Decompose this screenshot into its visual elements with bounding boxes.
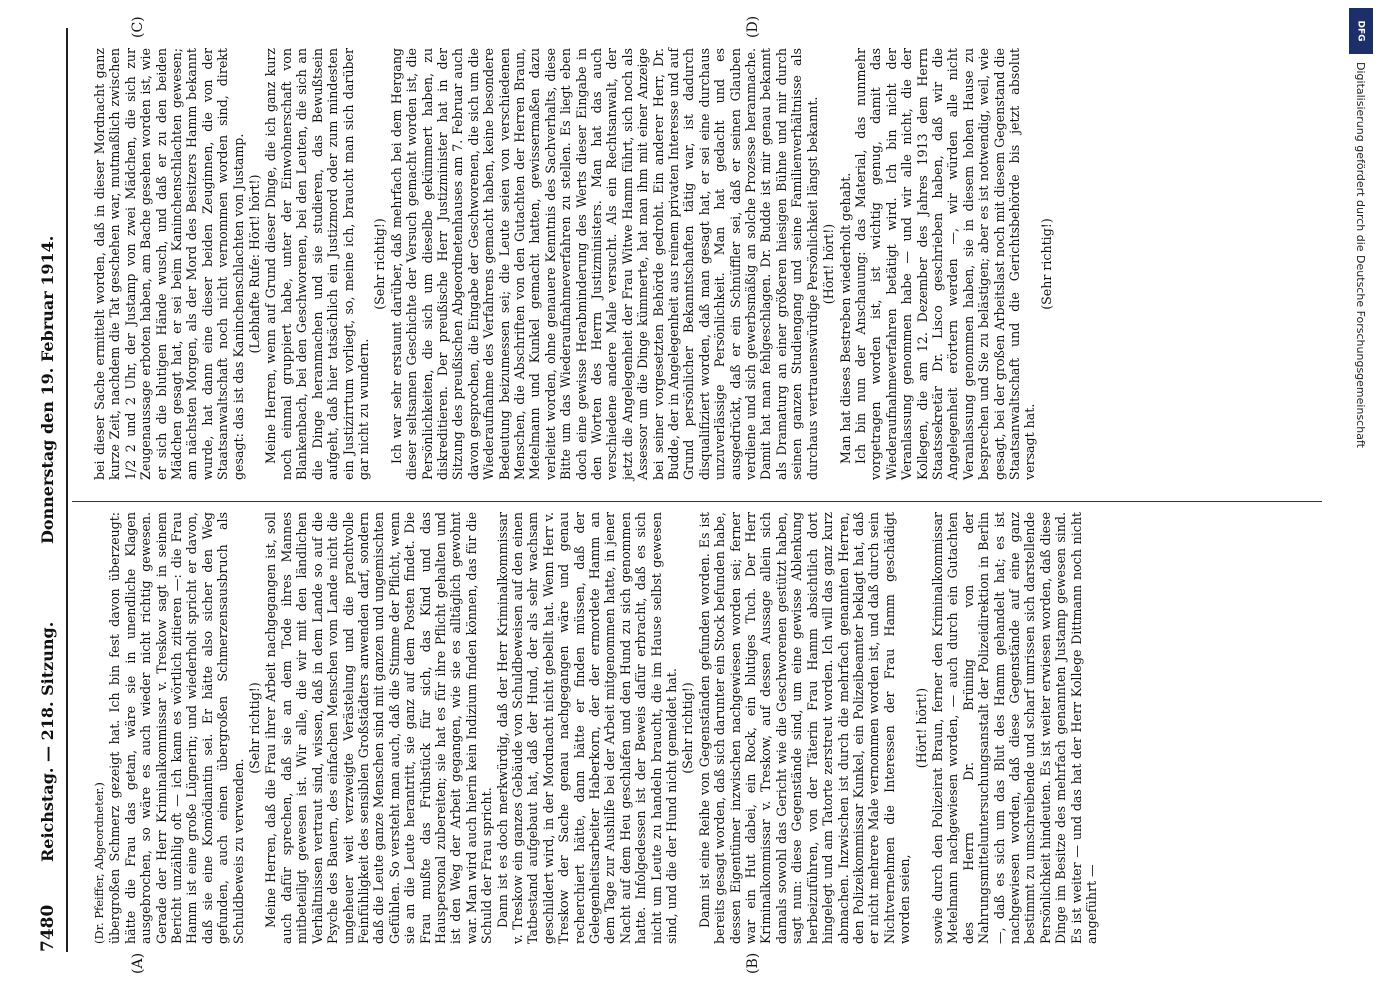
paragraph: Meine Herren, daß die Frau ihrer Arbeit nachgegangen ist, soll auch dafür sprechen, daß sie an dem Tode ihres Mannes mitbeteiligt gewesen ist. Wir alle, die wir mit den ländlichen Verhältnissen vertraut sind, wissen, daß in dem Lande so auf die Psyche des Bauern, des einfachen Menschen vom Lande nicht die ungeheuer weit verzweigte Verästelung und die prachtvolle Feinfühligkeit des sensiblen Großstädters anwenden darf, sondern daß die Leute ganze Menschen sind mit ganzen und ungemischten Gefühlen. So versteht man auch, daß die Stimme der Pflicht, wenn sie an die Leute herantritt, sie ganz auf dem Posten findet. Die Frau mußte das Frühstück für sich, das Kind und das Hauspersonal zubereiten; sie hat es für ihre Pflicht gehalten und ist den Weg der Arbeit gegangen, wie sie es alltäglich gewohnt war. Man wird auch hierin kein Indizium finden können, das für die Schuld der Frau spricht. <box>263 512 495 944</box>
margin-marker-c: (C) <box>130 16 146 38</box>
paragraph: Meine Herren, wenn auf Grund dieser Dinge, die ich ganz kurz noch einmal gruppiert habe, unter der Einwohnerschaft von Blankenbach, bei den Geschworenen, bei den Leuten, die sich an die Dinge heranmachen und sie studieren, das Bewußtsein aufgeht, daß hier tatsächlich ein Justizmord oder zum mindesten ein Justizirrtum vorliegt, so, meine ich, braucht man sich darüber gar nicht zu wundern. <box>263 48 371 480</box>
page-header <box>10 28 70 952</box>
paragraph: übergroßen Schmerz gezeigt hat. Ich bin fest davon überzeugt: hätte die Frau das getan, wäre sie in unendliche Klagen ausgebrochen, so wäre es auch wieder nicht richtig gewesen. Gerade der Herr Kriminalkommissar v. Treskow sagt in seinem Bericht unzählig oft — ich kann es wörtlich zitieren —: die Frau Hamm ist eine große Lügnerin; und wiederholt spricht er davon, daß sie eine Komödiantin sei. Er hätte also sicher den Weg gefunden, auch einen übergroßen Schmerzensausbruch als Schuldbeweis zu verwenden. <box>107 512 246 944</box>
paragraph: Ich bin nun der Anschauung: das Material, das nunmehr vorgetragen worden ist, ist wichtig genug, damit das Wiederaufnahmeverfahren betätigt wird. Ich bin nicht der Veranlassung genommen habe — und wir alle nicht, die der Kollegen, die am 12. Dezember des Jahres 1913 dem Herrn Staatssekretär Dr. Lisco geschrieben haben, daß wir die Angelegenheit erörtern werden —, wir würden alle nicht Veranlassung genommen haben, sie in diesem hohen Hause zu besprechen und Sie zu belästigen; aber es ist notwendig, weil, wie gesagt, bei der großen Arbeitslast noch mit diesem Gegenstand die Staatsanwaltschaft und die Gerichtsbehörde bis jetzt absolut versagt hat. <box>852 48 1038 480</box>
margin-marker-a: (A) <box>130 952 146 974</box>
column-divider <box>72 501 1322 502</box>
session-title: Reichstag. — 218. Sitzung. <box>38 621 57 862</box>
left-column <box>92 512 1099 944</box>
interjection: (Sehr richtig!) <box>247 682 263 774</box>
paragraph: Ich war sehr erstaunt darüber, daß mehrfach bei dem Hergang dieser seltsamen Geschichte der Versuch gemacht worden ist, die Persönlichkeiten, die sich um dieselbe gekümmert haben, zu diskreditieren. Der preußische Herr Justizminister hat in der Sitzung des preußischen Abgeordnetenhauses am 7. Februar auch davon gesprochen, die Eingabe der Geschworenen, die sich um die Wiederaufnahme des Verfahrens gemacht haben, keine besondere Bedeutung beizumessen sei; die Leute seien von verschiedenen Menschen, die Abschriften von den Gutachten der Herren Braun, Metelmann und Kunkel gemacht hatten, gewissermaßen dazu verleitet worden, ohne genauere Kenntnis des Sachverhalts, diese Bitte um das Wiederaufnahmeverfahren zu stellen. Es liegt eben doch eine gewisse Herabminderung des Werts dieser Eingabe in den Worten des Herrn Justizministers. Man hat das auch verschiedene andere Male versucht. Als ein Rechtsanwalt, der jetzt die Angelegenheit der Frau Witwe Hamm führt, sich noch als Assessor um die Dinge kümmerte, hat man ihm mit einer Anzeige bei seiner vorgesetzten Behörde gedroht. Ein anderer Herr, Dr. Budde, der in Angelegenheit aus reinem privaten Interesse und auf Grund persönlicher Bekanntschaften tätig war, ist dadurch disqualifiziert worden, daß man gesagt hat, er sei eine durchaus unzuverlässige Persönlichkeit. Man hat gedacht und es ausgedrückt, daß er ein Schnüffler sei, daß er seinen Glauben verdiene und sich gewerbsmäßig an solche Prozesse heranmache. Damit hat man fehlgeschlagen. Dr. Budde ist mir genau bekannt als Dramaturg an einer größeren hiesigen Bühne und mir durch seinen ganzen Studiengang und seine Familienverhältnisse als durchaus vertrauenswürdige Persönlichkeit längst bekannt. <box>388 48 820 480</box>
paragraph: Dann ist es doch merkwürdig, daß der Herr Kriminalkommissar v. Treskow ein ganzes Gebäude von Schuldbeweisen auf den einen Tatbestand aufgebaut hat, daß der Hund, der als sehr wachsam geschildert wird, in der Mordnacht nicht gebellt hat. Wenn Herr v. Treskow der Sache genau nachgegangen wäre und genau recherchiert hätte, dann hätte er finden müssen, daß der Gelegenheitsarbeiter Haberkorn, der der ermordete Hamm an dem Tage zur Aushilfe bei der Arbeit mitgenommen hatte, in jener Nacht auf dem Heu geschlafen und den Hund zu sich genommen hatte. Infolgedessen ist der Beweis dafür erbracht, daß es sich nicht um Leute zu handeln braucht, die im Hause selbst gewesen sind, und die der Hund nicht gemeldet hat. <box>494 512 680 944</box>
interjection: (Hört! hört!) <box>821 223 837 305</box>
paragraph: Dann ist eine Reihe von Gegenständen gefunden worden. Es ist bereits gesagt worden, daß sich darunter ein Stock befunden habe, dessen Eigentümer inzwischen nachgewiesen worden sei; ferner war ein Hut dabei, ein Rock, ein blutiges Tuch. Der Herr Kriminalkommissar v. Treskow, auf dessen Aussage allein sich damals sowohl das Gericht wie die Geschworenen gestützt haben, sagt nun: diese Gegenstände sind, um eine gewisse Ablenkung herbeizuführen, von der Täterin Frau Hamm absichtlich dort hingelegt und am Tatorte zerstreut worden. Ich will das ganz kurz abmachen. Inzwischen ist durch die mehrfach genannten Herren, den Polizeikommissar Kunkel, ein Polizeibeamter beklagt hat, daß er nicht mehrere Male vernommen worden ist, und daß durch sein Nichtvernehmen die Interessen der Frau Hamm geschädigt worden seien, <box>696 512 913 944</box>
dfg-logo <box>1349 8 1373 54</box>
paragraph: bei dieser Sache ermittelt worden, daß in dieser Mordnacht ganz kurze Zeit, nachdem die Tat geschehen war, mutmaßlich zwischen 1/2 2 und 2 Uhr, der Justamp von zwei Mädchen, die sich zur Zeugenaussage erboten haben, am Bache gesehen worden ist, wie er sich die blutigen Hände wusch, und daß er zu den beiden Mädchen gesagt hat, er sei beim Kaninchenschlachten gewesen; am nächsten Morgen, als der Mord des Besitzers Hamm bekannt wurde, hat dann eine dieser beiden Zeuginnen, die von der Staatsanwaltschaft noch nicht vernommen worden sind, direkt gesagt: das ist das Kaninchenschlachten von Justamp. <box>92 48 246 480</box>
dfg-logo-text: DFG <box>1355 20 1366 42</box>
header-rule <box>66 28 68 952</box>
digitization-credit <box>1347 6 1377 994</box>
interjection: (Sehr richtig!) <box>680 682 696 774</box>
interjection: (Hört! hört!) <box>913 687 929 769</box>
page-number: 7480 <box>38 904 58 952</box>
session-date: Donnerstag den 19. Februar 1914. <box>38 235 57 544</box>
interjection: (Sehr richtig!) <box>372 218 388 310</box>
credit-text: Digitalisierung gefördert durch die Deutsche Forschungsgemeinschaft <box>1354 62 1367 448</box>
right-column <box>92 48 1055 480</box>
interjection: (Lebhafte Rufe: Hört! hört!) <box>247 174 263 354</box>
margin-marker-d: (D) <box>745 15 761 38</box>
paragraph: sowie durch den Polizeirat Braun, ferner den Kriminalkommissar Metelmann nachgewiesen worden, — auch durch ein Gutachten des Herrn Dr. Brüning von der Nahrungsmitteluntersuchungsanstalt der Polizeidirektion in Berlin —, daß es sich um das Blut des Hamm gehandelt hat; es ist nachgewiesen worden, daß diese Gegenstände auf eine ganz bestimmt zu umschreibende und scharf umrissen sich darstellende Persönlichkeit hindeuten. Es ist weiter erwiesen worden, daß diese Dinge im Besitze des mehrfach genannten Justamp gewesen sind. Es ist weiter — und das hat der Herr Kollege Dittmann noch nicht angeführt — <box>929 512 1099 944</box>
speaker-note: (Dr. Pfeiffer, Abgeordneter.) <box>92 782 106 944</box>
interjection: (Sehr richtig!) <box>1038 218 1054 310</box>
paragraph: Man hat dieses Bestreben wiederholt gehabt. <box>837 172 853 464</box>
margin-marker-b: (B) <box>745 952 761 974</box>
